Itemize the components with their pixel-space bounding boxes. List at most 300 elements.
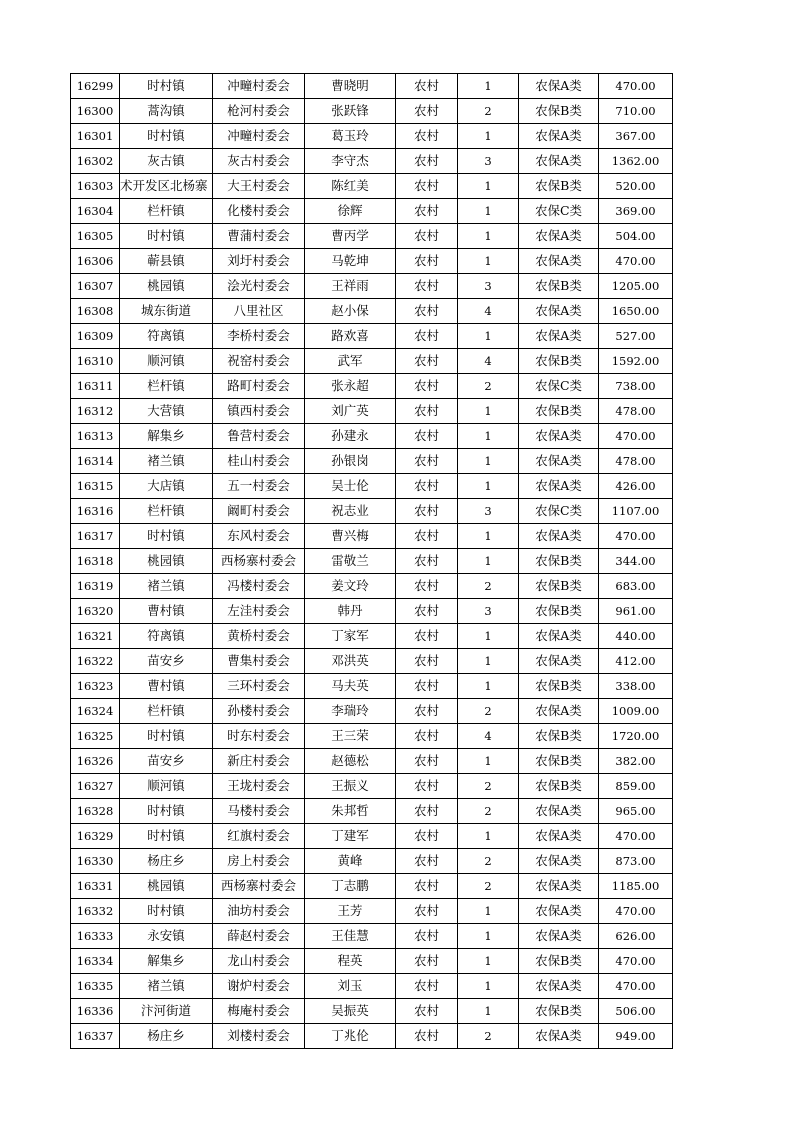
household-count-cell: 2 — [458, 574, 519, 599]
amount-cell: 382.00 — [599, 749, 673, 774]
person-name-cell: 曹丙学 — [305, 224, 396, 249]
household-count-cell: 3 — [458, 499, 519, 524]
amount-cell: 527.00 — [599, 324, 673, 349]
village-cell: 曹集村委会 — [213, 649, 305, 674]
household-count-cell: 2 — [458, 374, 519, 399]
amount-cell: 710.00 — [599, 99, 673, 124]
town-cell: 褚兰镇 — [120, 449, 213, 474]
record-id-cell: 16330 — [71, 849, 120, 874]
household-count-cell: 1 — [458, 649, 519, 674]
town-cell — [120, 174, 213, 199]
insurance-type-cell: 农保B类 — [519, 349, 599, 374]
insurance-type-cell: 农保A类 — [519, 624, 599, 649]
person-name-cell: 孙建永 — [305, 424, 396, 449]
area-type-cell: 农村 — [396, 524, 458, 549]
person-name-cell: 王祥雨 — [305, 274, 396, 299]
table-row — [71, 349, 673, 374]
insurance-type-cell: 农保A类 — [519, 424, 599, 449]
insurance-type-cell: 农保C类 — [519, 374, 599, 399]
village-cell: 镇西村委会 — [213, 399, 305, 424]
person-name-cell: 邓洪英 — [305, 649, 396, 674]
village-cell: 龙山村委会 — [213, 949, 305, 974]
amount-cell: 683.00 — [599, 574, 673, 599]
table-row — [71, 874, 673, 899]
record-id-cell: 16323 — [71, 674, 120, 699]
amount-cell: 873.00 — [599, 849, 673, 874]
insurance-type-cell: 农保A类 — [519, 249, 599, 274]
amount-cell: 949.00 — [599, 1024, 673, 1049]
amount-cell: 1205.00 — [599, 274, 673, 299]
town-cell: 时村镇 — [120, 824, 213, 849]
household-count-cell: 1 — [458, 524, 519, 549]
amount-cell: 520.00 — [599, 174, 673, 199]
area-type-cell: 农村 — [396, 674, 458, 699]
amount-cell: 1107.00 — [599, 499, 673, 524]
insurance-type-cell: 农保A类 — [519, 224, 599, 249]
person-name-cell: 曹晓明 — [305, 74, 396, 99]
table-row — [71, 674, 673, 699]
town-cell: 曹村镇 — [120, 674, 213, 699]
insurance-type-cell: 农保A类 — [519, 899, 599, 924]
insurance-type-cell: 农保A类 — [519, 324, 599, 349]
record-id-cell: 16334 — [71, 949, 120, 974]
town-cell: 时村镇 — [120, 74, 213, 99]
village-cell: 八里社区 — [213, 299, 305, 324]
village-cell: 冯楼村委会 — [213, 574, 305, 599]
household-count-cell: 4 — [458, 724, 519, 749]
household-count-cell: 1 — [458, 924, 519, 949]
table-row — [71, 924, 673, 949]
area-type-cell: 农村 — [396, 274, 458, 299]
insurance-type-cell: 农保A类 — [519, 849, 599, 874]
record-id-cell: 16326 — [71, 749, 120, 774]
table-row — [71, 549, 673, 574]
amount-cell: 440.00 — [599, 624, 673, 649]
village-cell: 梅庵村委会 — [213, 999, 305, 1024]
record-id-cell: 16325 — [71, 724, 120, 749]
amount-cell: 478.00 — [599, 449, 673, 474]
household-count-cell: 1 — [458, 449, 519, 474]
town-cell: 栏杆镇 — [120, 499, 213, 524]
table-row — [71, 174, 673, 199]
area-type-cell: 农村 — [396, 799, 458, 824]
insurance-type-cell: 农保B类 — [519, 949, 599, 974]
town-cell: 城东街道 — [120, 299, 213, 324]
insurance-type-cell: 农保A类 — [519, 799, 599, 824]
village-cell: 阚町村委会 — [213, 499, 305, 524]
amount-cell: 470.00 — [599, 899, 673, 924]
area-type-cell: 农村 — [396, 874, 458, 899]
amount-cell: 738.00 — [599, 374, 673, 399]
town-cell: 汴河街道 — [120, 999, 213, 1024]
record-id-cell: 16306 — [71, 249, 120, 274]
person-name-cell: 李瑞玲 — [305, 699, 396, 724]
insurance-type-cell: 农保B类 — [519, 724, 599, 749]
table-row — [71, 124, 673, 149]
town-cell: 时村镇 — [120, 799, 213, 824]
table-row — [71, 749, 673, 774]
record-id-cell: 16310 — [71, 349, 120, 374]
record-id-cell: 16313 — [71, 424, 120, 449]
table-row — [71, 99, 673, 124]
area-type-cell: 农村 — [396, 324, 458, 349]
insurance-type-cell: 农保B类 — [519, 749, 599, 774]
person-name-cell: 孙银岗 — [305, 449, 396, 474]
village-cell: 房上村委会 — [213, 849, 305, 874]
town-cell: 顺河镇 — [120, 349, 213, 374]
village-cell: 油坊村委会 — [213, 899, 305, 924]
town-cell: 大店镇 — [120, 474, 213, 499]
amount-cell: 470.00 — [599, 424, 673, 449]
village-cell: 刘圩村委会 — [213, 249, 305, 274]
village-cell: 谢炉村委会 — [213, 974, 305, 999]
town-cell: 符离镇 — [120, 624, 213, 649]
amount-cell: 504.00 — [599, 224, 673, 249]
town-cell: 褚兰镇 — [120, 574, 213, 599]
record-id-cell: 16314 — [71, 449, 120, 474]
person-name-cell: 王振义 — [305, 774, 396, 799]
village-cell: 鲁营村委会 — [213, 424, 305, 449]
insurance-type-cell: 农保A类 — [519, 699, 599, 724]
area-type-cell: 农村 — [396, 599, 458, 624]
insurance-type-cell: 农保A类 — [519, 924, 599, 949]
record-id-cell: 16337 — [71, 1024, 120, 1049]
area-type-cell: 农村 — [396, 474, 458, 499]
area-type-cell: 农村 — [396, 299, 458, 324]
household-count-cell: 1 — [458, 999, 519, 1024]
insurance-type-cell: 农保A类 — [519, 474, 599, 499]
table-row — [71, 724, 673, 749]
person-name-cell: 丁志鹏 — [305, 874, 396, 899]
table-row — [71, 1024, 673, 1049]
record-id-cell: 16327 — [71, 774, 120, 799]
household-count-cell: 2 — [458, 99, 519, 124]
amount-cell: 338.00 — [599, 674, 673, 699]
household-count-cell: 1 — [458, 474, 519, 499]
town-cell-text: 术开发区北杨寨 — [120, 178, 208, 193]
insurance-type-cell: 农保B类 — [519, 999, 599, 1024]
amount-cell: 470.00 — [599, 949, 673, 974]
household-count-cell: 1 — [458, 749, 519, 774]
village-cell: 曹蒲村委会 — [213, 224, 305, 249]
amount-cell: 506.00 — [599, 999, 673, 1024]
town-cell: 栏杆镇 — [120, 374, 213, 399]
record-id-cell: 16311 — [71, 374, 120, 399]
town-cell: 杨庄乡 — [120, 849, 213, 874]
insurance-type-cell: 农保A类 — [519, 524, 599, 549]
amount-cell: 478.00 — [599, 399, 673, 424]
village-cell: 五一村委会 — [213, 474, 305, 499]
area-type-cell: 农村 — [396, 199, 458, 224]
area-type-cell: 农村 — [396, 499, 458, 524]
area-type-cell: 农村 — [396, 174, 458, 199]
insurance-type-cell: 农保A类 — [519, 74, 599, 99]
record-id-cell: 16328 — [71, 799, 120, 824]
amount-cell: 470.00 — [599, 249, 673, 274]
household-count-cell: 2 — [458, 849, 519, 874]
area-type-cell: 农村 — [396, 549, 458, 574]
table-row — [71, 824, 673, 849]
person-name-cell: 吴振英 — [305, 999, 396, 1024]
record-id-cell: 16307 — [71, 274, 120, 299]
area-type-cell: 农村 — [396, 774, 458, 799]
village-cell: 王垅村委会 — [213, 774, 305, 799]
amount-cell: 369.00 — [599, 199, 673, 224]
amount-cell: 1362.00 — [599, 149, 673, 174]
table-row — [71, 324, 673, 349]
insurance-type-cell: 农保C类 — [519, 499, 599, 524]
person-name-cell: 王芳 — [305, 899, 396, 924]
insurance-type-cell: 农保A类 — [519, 449, 599, 474]
insurance-type-cell: 农保B类 — [519, 274, 599, 299]
person-name-cell: 姜文玲 — [305, 574, 396, 599]
table-row — [71, 774, 673, 799]
amount-cell: 1009.00 — [599, 699, 673, 724]
town-cell: 解集乡 — [120, 424, 213, 449]
village-cell: 化楼村委会 — [213, 199, 305, 224]
village-cell: 西杨寨村委会 — [213, 874, 305, 899]
town-cell: 时村镇 — [120, 899, 213, 924]
area-type-cell: 农村 — [396, 924, 458, 949]
village-cell: 马楼村委会 — [213, 799, 305, 824]
area-type-cell: 农村 — [396, 724, 458, 749]
amount-cell: 367.00 — [599, 124, 673, 149]
record-id-cell: 16308 — [71, 299, 120, 324]
person-name-cell: 张跃锋 — [305, 99, 396, 124]
town-cell: 蕲县镇 — [120, 249, 213, 274]
amount-cell: 1185.00 — [599, 874, 673, 899]
table-row — [71, 799, 673, 824]
person-name-cell: 马夫英 — [305, 674, 396, 699]
record-id-cell: 16312 — [71, 399, 120, 424]
table-row — [71, 249, 673, 274]
village-cell: 灰古村委会 — [213, 149, 305, 174]
amount-cell: 1720.00 — [599, 724, 673, 749]
table-row — [71, 599, 673, 624]
record-id-cell: 16324 — [71, 699, 120, 724]
village-cell: 路町村委会 — [213, 374, 305, 399]
person-name-cell: 黄峰 — [305, 849, 396, 874]
record-id-cell: 16305 — [71, 224, 120, 249]
area-type-cell: 农村 — [396, 949, 458, 974]
person-name-cell: 祝志业 — [305, 499, 396, 524]
household-count-cell: 3 — [458, 599, 519, 624]
village-cell: 冲疃村委会 — [213, 74, 305, 99]
amount-cell: 344.00 — [599, 549, 673, 574]
area-type-cell: 农村 — [396, 649, 458, 674]
area-type-cell: 农村 — [396, 449, 458, 474]
household-count-cell: 2 — [458, 774, 519, 799]
village-cell: 祝窑村委会 — [213, 349, 305, 374]
table-row — [71, 449, 673, 474]
record-id-cell: 16309 — [71, 324, 120, 349]
area-type-cell: 农村 — [396, 849, 458, 874]
table-row — [71, 424, 673, 449]
table-row — [71, 299, 673, 324]
village-cell: 李桥村委会 — [213, 324, 305, 349]
table-row — [71, 274, 673, 299]
household-count-cell: 1 — [458, 949, 519, 974]
household-count-cell: 1 — [458, 199, 519, 224]
table-row — [71, 224, 673, 249]
record-id-cell: 16301 — [71, 124, 120, 149]
table-row — [71, 699, 673, 724]
person-name-cell: 王三荣 — [305, 724, 396, 749]
household-count-cell: 1 — [458, 899, 519, 924]
table-row — [71, 474, 673, 499]
household-count-cell: 3 — [458, 274, 519, 299]
amount-cell: 470.00 — [599, 974, 673, 999]
insurance-type-cell: 农保A类 — [519, 299, 599, 324]
person-name-cell: 曹兴梅 — [305, 524, 396, 549]
household-count-cell: 1 — [458, 74, 519, 99]
household-count-cell: 2 — [458, 799, 519, 824]
person-name-cell: 李守杰 — [305, 149, 396, 174]
person-name-cell: 韩丹 — [305, 599, 396, 624]
person-name-cell: 刘广英 — [305, 399, 396, 424]
record-id-cell: 16333 — [71, 924, 120, 949]
village-cell: 三环村委会 — [213, 674, 305, 699]
person-name-cell: 朱邦哲 — [305, 799, 396, 824]
area-type-cell: 农村 — [396, 699, 458, 724]
household-count-cell: 1 — [458, 549, 519, 574]
insurance-type-cell: 农保A类 — [519, 124, 599, 149]
village-cell: 左洼村委会 — [213, 599, 305, 624]
person-name-cell: 路欢喜 — [305, 324, 396, 349]
table-row — [71, 399, 673, 424]
person-name-cell: 王佳慧 — [305, 924, 396, 949]
insurance-type-cell: 农保A类 — [519, 974, 599, 999]
table-row — [71, 999, 673, 1024]
insurance-type-cell: 农保B类 — [519, 599, 599, 624]
village-cell: 新庄村委会 — [213, 749, 305, 774]
insurance-type-cell: 农保B类 — [519, 399, 599, 424]
household-count-cell: 1 — [458, 624, 519, 649]
town-cell: 永安镇 — [120, 924, 213, 949]
village-cell: 浍光村委会 — [213, 274, 305, 299]
household-count-cell: 4 — [458, 299, 519, 324]
insurance-type-cell: 农保B类 — [519, 674, 599, 699]
household-count-cell: 1 — [458, 174, 519, 199]
town-cell: 灰古镇 — [120, 149, 213, 174]
person-name-cell: 雷敬兰 — [305, 549, 396, 574]
record-id-cell: 16318 — [71, 549, 120, 574]
area-type-cell: 农村 — [396, 749, 458, 774]
insurance-type-cell: 农保B类 — [519, 774, 599, 799]
area-type-cell: 农村 — [396, 374, 458, 399]
person-name-cell: 丁家军 — [305, 624, 396, 649]
town-cell: 蒿沟镇 — [120, 99, 213, 124]
person-name-cell: 张永超 — [305, 374, 396, 399]
record-id-cell: 16322 — [71, 649, 120, 674]
insurance-type-cell: 农保A类 — [519, 649, 599, 674]
area-type-cell: 农村 — [396, 899, 458, 924]
area-type-cell: 农村 — [396, 574, 458, 599]
insurance-type-cell: 农保B类 — [519, 549, 599, 574]
record-id-cell: 16332 — [71, 899, 120, 924]
town-cell: 时村镇 — [120, 124, 213, 149]
village-cell: 大王村委会 — [213, 174, 305, 199]
person-name-cell: 程英 — [305, 949, 396, 974]
record-id-cell: 16302 — [71, 149, 120, 174]
amount-cell: 470.00 — [599, 524, 673, 549]
table-row — [71, 524, 673, 549]
town-cell: 顺河镇 — [120, 774, 213, 799]
household-count-cell: 1 — [458, 674, 519, 699]
table-body — [71, 74, 673, 1049]
amount-cell: 965.00 — [599, 799, 673, 824]
area-type-cell: 农村 — [396, 999, 458, 1024]
person-name-cell: 丁建军 — [305, 824, 396, 849]
amount-cell: 859.00 — [599, 774, 673, 799]
table-row — [71, 74, 673, 99]
amount-cell: 1650.00 — [599, 299, 673, 324]
insurance-type-cell: 农保A类 — [519, 1024, 599, 1049]
household-count-cell: 1 — [458, 249, 519, 274]
amount-cell: 961.00 — [599, 599, 673, 624]
town-cell: 栏杆镇 — [120, 699, 213, 724]
insurance-type-cell: 农保C类 — [519, 199, 599, 224]
record-id-cell: 16299 — [71, 74, 120, 99]
town-cell: 桃园镇 — [120, 874, 213, 899]
insurance-type-cell: 农保B类 — [519, 99, 599, 124]
town-cell: 大营镇 — [120, 399, 213, 424]
record-id-cell: 16300 — [71, 99, 120, 124]
record-id-cell: 16321 — [71, 624, 120, 649]
town-cell: 杨庄乡 — [120, 1024, 213, 1049]
town-cell: 时村镇 — [120, 524, 213, 549]
household-count-cell: 1 — [458, 124, 519, 149]
area-type-cell: 农村 — [396, 424, 458, 449]
household-count-cell: 1 — [458, 974, 519, 999]
village-cell: 东风村委会 — [213, 524, 305, 549]
amount-cell: 1592.00 — [599, 349, 673, 374]
person-name-cell: 刘玉 — [305, 974, 396, 999]
record-id-cell: 16304 — [71, 199, 120, 224]
amount-cell: 426.00 — [599, 474, 673, 499]
table-row — [71, 149, 673, 174]
insurance-type-cell: 农保B类 — [519, 174, 599, 199]
area-type-cell: 农村 — [396, 124, 458, 149]
insurance-type-cell: 农保B类 — [519, 574, 599, 599]
area-type-cell: 农村 — [396, 1024, 458, 1049]
record-id-cell: 16315 — [71, 474, 120, 499]
person-name-cell: 葛玉玲 — [305, 124, 396, 149]
person-name-cell: 陈红美 — [305, 174, 396, 199]
amount-cell: 412.00 — [599, 649, 673, 674]
record-id-cell: 16316 — [71, 499, 120, 524]
person-name-cell: 吴士伦 — [305, 474, 396, 499]
household-count-cell: 3 — [458, 149, 519, 174]
town-cell: 苗安乡 — [120, 749, 213, 774]
area-type-cell: 农村 — [396, 399, 458, 424]
village-cell: 黄桥村委会 — [213, 624, 305, 649]
household-count-cell: 4 — [458, 349, 519, 374]
person-name-cell: 武军 — [305, 349, 396, 374]
town-cell: 栏杆镇 — [120, 199, 213, 224]
village-cell: 时东村委会 — [213, 724, 305, 749]
table-row — [71, 624, 673, 649]
area-type-cell: 农村 — [396, 224, 458, 249]
village-cell: 桂山村委会 — [213, 449, 305, 474]
household-count-cell: 1 — [458, 399, 519, 424]
village-cell: 薛赵村委会 — [213, 924, 305, 949]
household-count-cell: 1 — [458, 224, 519, 249]
village-cell: 红旗村委会 — [213, 824, 305, 849]
town-cell: 褚兰镇 — [120, 974, 213, 999]
person-name-cell: 徐辉 — [305, 199, 396, 224]
table-row — [71, 899, 673, 924]
